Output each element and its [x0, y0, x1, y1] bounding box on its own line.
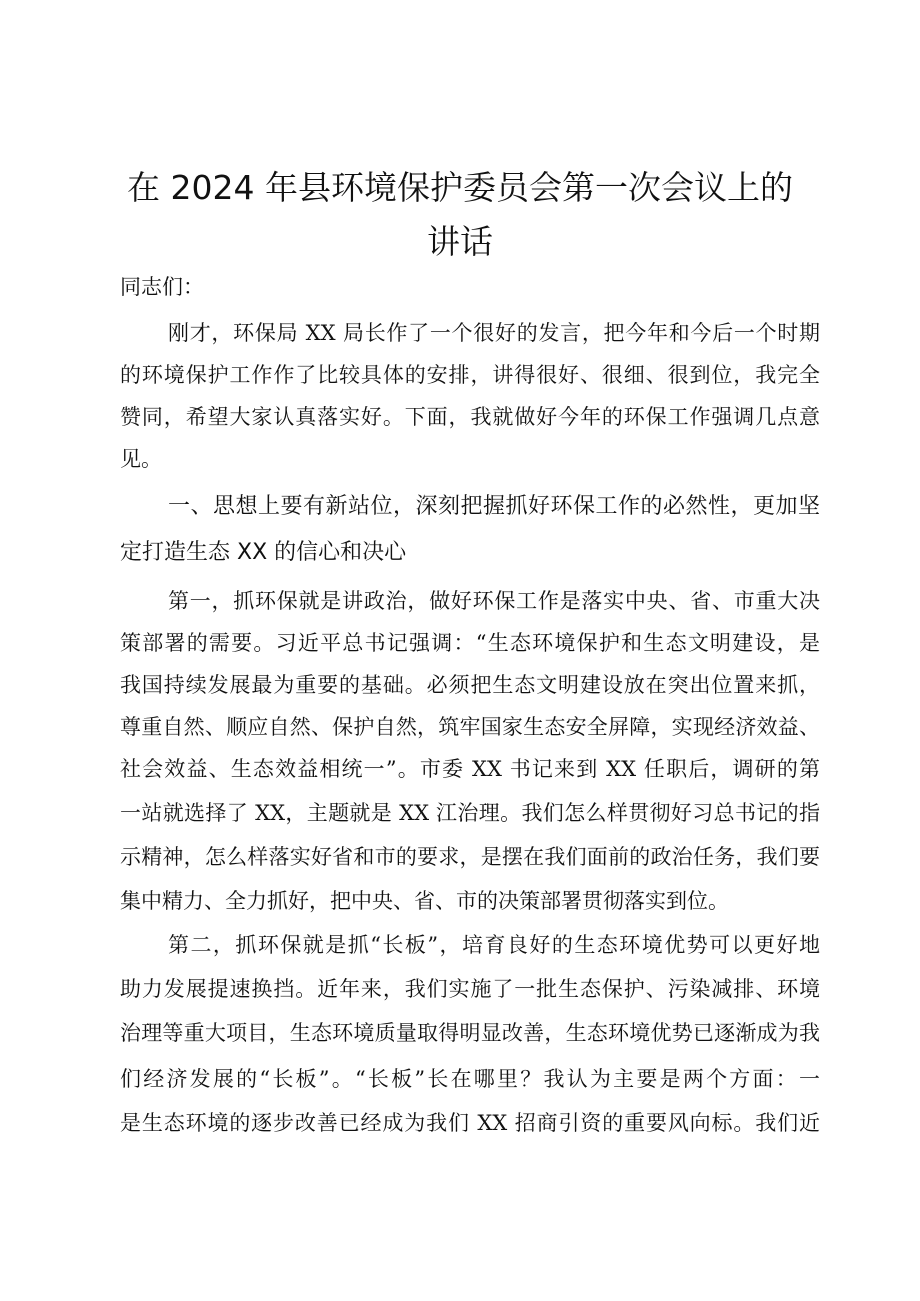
intro-line: 见。: [120, 447, 162, 471]
paragraph-line: 集中精力、全力抓好，把中央、省、市的决策部署贯彻落实到位。: [120, 889, 729, 913]
paragraph-line: 策部署的需要。习近平总书记强调：“生态环境保护和生态文明建设，是: [120, 631, 820, 655]
intro-line: 刚才，环保局 XX 局长作了一个很好的发言，把今年和今后一个时期: [168, 321, 820, 345]
section-heading-continued: 定打造生态 XX 的信心和决心: [120, 540, 407, 565]
document-title: 在 2024 年县环境保护委员会第一次会议上的: [127, 168, 793, 207]
document-title-continued: 讲话: [427, 222, 493, 261]
paragraph-line: 第一，抓环保就是讲政治，做好环保工作是落实中央、省、市重大决: [168, 589, 820, 613]
paragraph-line: 们经济发展的“长板”。“长板”长在哪里？我认为主要是两个方面：一: [120, 1067, 820, 1091]
intro-line: 赞同，希望大家认真落实好。下面，我就做好今年的环保工作强调几点意: [120, 405, 820, 429]
paragraph-line: 我国持续发展最为重要的基础。必须把生态文明建设放在突出位置来抓，: [120, 673, 820, 697]
paragraph-line: 示精神，怎么样落实好省和市的要求，是摆在我们面前的政治任务，我们要: [120, 845, 820, 869]
paragraph-line: 第二，抓环保就是抓“长板”，培育良好的生态环境优势可以更好地: [168, 933, 820, 957]
paragraph-line: 助力发展提速换挡。近年来，我们实施了一批生态保护、污染减排、环境: [120, 977, 820, 1001]
paragraph-line: 尊重自然、顺应自然、保护自然，筑牢国家生态安全屏障，实现经济效益、: [120, 715, 820, 739]
paragraph-line: 治理等重大项目，生态环境质量取得明显改善，生态环境优势已逐渐成为我: [120, 1021, 820, 1045]
section-heading: 一、思想上要有新站位，深刻把握抓好环保工作的必然性，更加坚: [168, 494, 820, 519]
paragraph-line: 社会效益、生态效益相统一”。市委 XX 书记来到 XX 任职后，调研的第: [120, 757, 820, 781]
salutation: 同志们：: [120, 275, 204, 299]
intro-line: 的环境保护工作作了比较具体的安排，讲得很好、很细、很到位，我完全: [120, 363, 820, 387]
paragraph-line: 是生态环境的逐步改善已经成为我们 XX 招商引资的重要风向标。我们近: [120, 1111, 820, 1135]
paragraph-line: 一站就选择了 XX，主题就是 XX 江治理。我们怎么样贯彻好习总书记的指: [120, 801, 820, 825]
